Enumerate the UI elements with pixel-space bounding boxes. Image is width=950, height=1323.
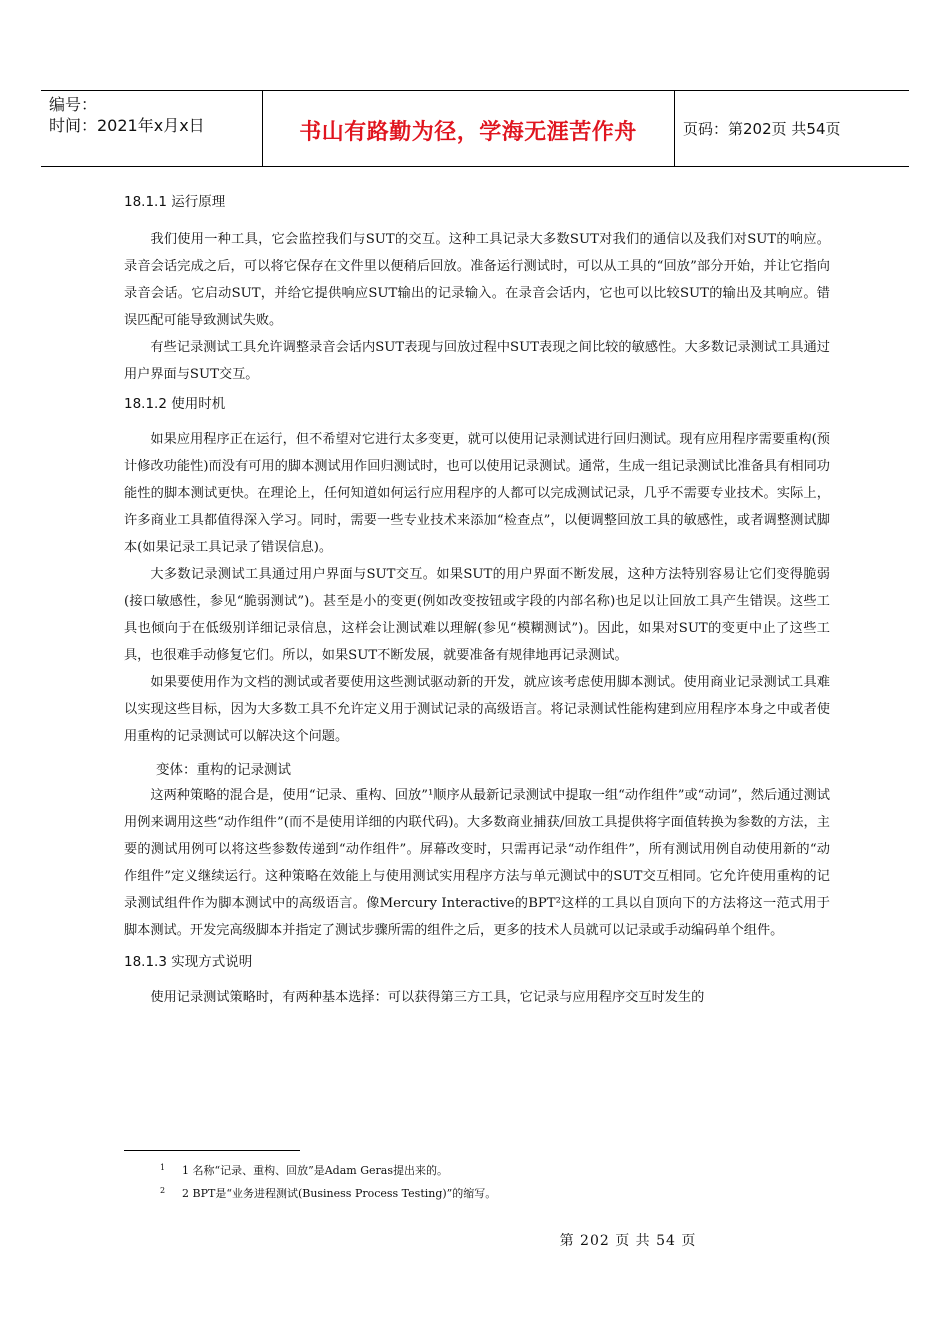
- paragraph: 大多数记录测试工具通过用户界面与SUT交互。如果SUT的用户界面不断发展，这种方法特别容易让它们变得脆弱(接口敏感性，参见“脆弱测试”)。甚至是小的变更(例如改变按钮或字段的内部名称)也足以让回放工具产生错误。这些工具也倾向于在低级别详细记录信息，这样会让测试难以理解(参见“模糊测试”)。因此，如果对SUT的变更中止了这些工具，也很难手动修复它们。所以，如果SUT不断发展，就要准备有规律地再记录测试。: [124, 567, 830, 663]
- section-heading: 18.1.3 实现方式说明: [124, 954, 253, 970]
- footnote-text: 1 名称“记录、重构、回放”是Adam Geras提出来的。: [182, 1164, 448, 1177]
- document-body: [124, 188, 830, 1011]
- paragraph: 使用记录测试策略时，有两种基本选择：可以获得第三方工具，它记录与应用程序交互时发生的: [150, 990, 705, 1005]
- footnote-mark: 2: [160, 1186, 166, 1195]
- paragraph: 我们使用一种工具，它会监控我们与SUT的交互。这种工具记录大多数SUT对我们的通信以及我们对SUT的响应。录音会话完成之后，可以将它保存在文件里以便稍后回放。准备运行测试时，可以从工具的“回放”部分开始，并让它指向录音会话。它启动SUT，并给它提供响应SUT输出的记录输入。在录音会话内，它也可以比较SUT的输出及其响应。错误匹配可能导致测试失败。: [124, 232, 830, 328]
- header-motto: 书山有路勤为径，学海无涯苦作舟: [299, 120, 637, 145]
- paragraph: 如果要使用作为文档的测试或者要使用这些测试驱动新的开发，就应该考虑使用脚本测试。使用商业记录测试工具难以实现这些目标，因为大多数工具不允许定义用于测试记录的高级语言。将记录测试性能构建到应用程序本身之中或者使用重构的记录测试可以解决这个问题。: [124, 675, 830, 744]
- footnote-text: 2 BPT是“业务进程测试(Business Process Testing)”的缩写。: [182, 1187, 497, 1200]
- header-divider: [674, 91, 675, 166]
- section-heading: 18.1.1 运行原理: [124, 194, 226, 210]
- header-page-info: 页码：第202页 共54页: [683, 120, 841, 138]
- paragraph: 这两种策略的混合是，使用“记录、重构、回放”¹顺序从最新记录测试中提取一组“动作组件”或“动词”，然后通过测试用例来调用这些“动作组件”(而不是使用详细的内联代码)。大多数商业捕获/回放工具提供将字面值转换为参数的方法，主要的测试用例可以将这些参数传递到“动作组件”。屏幕改变时，只需再记录“动作组件”，所有测试用例自动使用新的“动作组件”定义继续运行。这种策略在效能上与使用测试实用程序方法与单元测试中的SUT交互相同。它允许使用重构的记录测试组件作为脚本测试中的高级语言。像Mercury Interactive的BPT²这样的工具以自顶向下的方法将这一范式用于脚本测试。开发完高级脚本并指定了测试步骤所需的组件之后，更多的技术人员就可以记录或手动编码单个组件。: [124, 788, 830, 938]
- paragraph: 有些记录测试工具允许调整录音会话内SUT表现与回放过程中SUT表现之间比较的敏感性。大多数记录测试工具通过用户界面与SUT交互。: [124, 340, 830, 382]
- footnote-2: [160, 1183, 496, 1202]
- paragraph: 如果应用程序正在运行，但不希望对它进行太多变更，就可以使用记录测试进行回归测试。现有应用程序需要重构(预计修改功能性)而没有可用的脚本测试用作回归测试时，也可以使用记录测试。通常，生成一组记录测试比准备具有相同功能性的脚本测试更快。在理论上，任何知道如何运行应用程序的人都可以完成测试记录，几乎不需要专业技术。实际上，许多商业工具都值得深入学习。同时，需要一些专业技术来添加“检查点”，以便调整回放工具的敏感性，或者调整测试脚本(如果记录工具记录了错误信息)。: [124, 432, 830, 555]
- document-date: 时间：2021年x月x日: [49, 116, 205, 135]
- variant-subheading: 变体：重构的记录测试: [156, 762, 291, 778]
- section-heading: 18.1.2 使用时机: [124, 396, 226, 412]
- document-number-label: 编号：: [49, 95, 98, 114]
- document-header: [41, 90, 909, 167]
- page-footer: 第 202 页 共 54 页: [559, 1233, 697, 1249]
- header-meta: [49, 94, 205, 136]
- footnote-mark: 1: [160, 1163, 166, 1172]
- footnote-1: [160, 1160, 448, 1179]
- footnote-separator: [124, 1150, 300, 1151]
